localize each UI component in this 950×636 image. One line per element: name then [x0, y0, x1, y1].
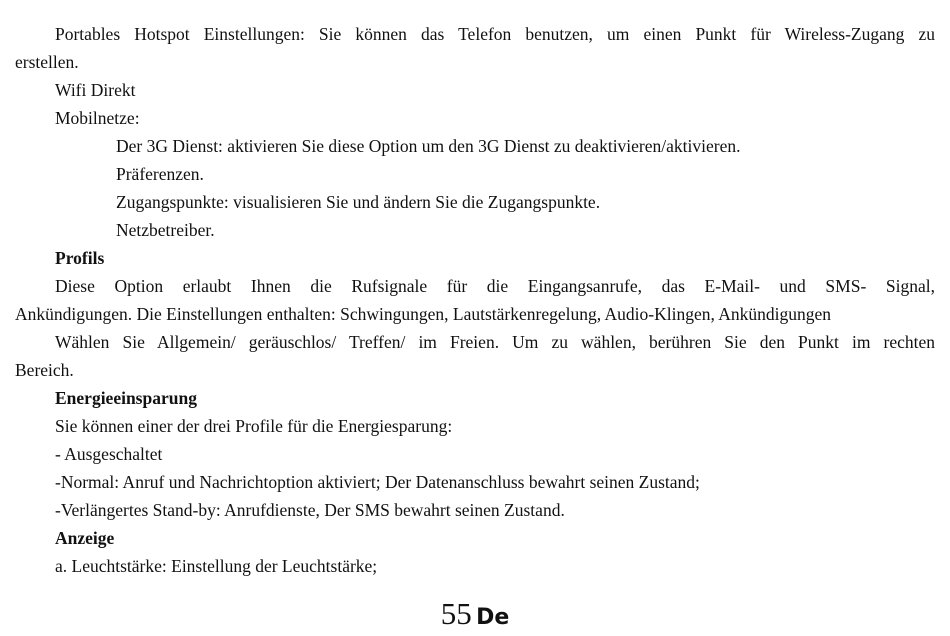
profils-paragraph-line-2: Ankündigungen. Die Einstellungen enthalten: Schwingungen, Lautstärkenregelung, Audio-Klingen, Ankündigungen [15, 304, 832, 324]
energie-item-ausgeschaltet: - Ausgeschaltet [55, 444, 163, 464]
profils-paragraph-line-3: Wählen Sie Allgemein/ geräuschlos/ Treffen/ im Freien. Um zu wählen, berühren Sie den Punkt im rechten [55, 332, 935, 352]
mobilnetze-netzbetreiber: Netzbetreiber. [116, 220, 215, 240]
mobilnetze-item: Mobilnetze: [55, 108, 140, 128]
mobilnetze-3g-dienst: Der 3G Dienst: aktivieren Sie diese Option um den 3G Dienst zu deaktivieren/aktivieren. [116, 136, 741, 156]
page-language: De [476, 605, 510, 630]
profils-paragraph-line-1: Diese Option erlaubt Ihnen die Rufsignale für die Eingangsanrufe, das E-Mail- und SMS- Signal, [55, 276, 935, 296]
mobilnetze-praeferenzen: Präferenzen. [116, 164, 204, 184]
hotspot-paragraph-line-1: Portables Hotspot Einstellungen: Sie können das Telefon benutzen, um einen Punkt für Wireless-Zugang zu [55, 24, 935, 44]
profils-heading: Profils [55, 248, 105, 268]
mobilnetze-zugangspunkte: Zugangspunkte: visualisieren Sie und ändern Sie die Zugangspunkte. [116, 192, 601, 212]
anzeige-heading: Anzeige [55, 528, 115, 548]
anzeige-item-leuchtstaerke: a. Leuchtstärke: Einstellung der Leuchtstärke; [55, 556, 378, 576]
page-footer [0, 596, 950, 636]
energieeinsparung-intro: Sie können einer der drei Profile für die Energiesparung: [55, 416, 453, 436]
energie-item-stand-by: -Verlängertes Stand-by: Anrufdienste, Der SMS bewahrt seinen Zustand. [55, 500, 565, 520]
hotspot-paragraph-line-2: erstellen. [15, 52, 79, 72]
page-number: 55 [440, 596, 472, 631]
energie-item-normal: -Normal: Anruf und Nachrichtoption aktiviert; Der Datenanschluss bewahrt seinen Zustand; [55, 472, 700, 492]
profils-paragraph-line-4: Bereich. [15, 360, 74, 380]
energieeinsparung-heading: Energieeinsparung [55, 388, 197, 408]
wifi-direkt-item: Wifi Direkt [55, 80, 136, 100]
document-page [15, 20, 935, 580]
